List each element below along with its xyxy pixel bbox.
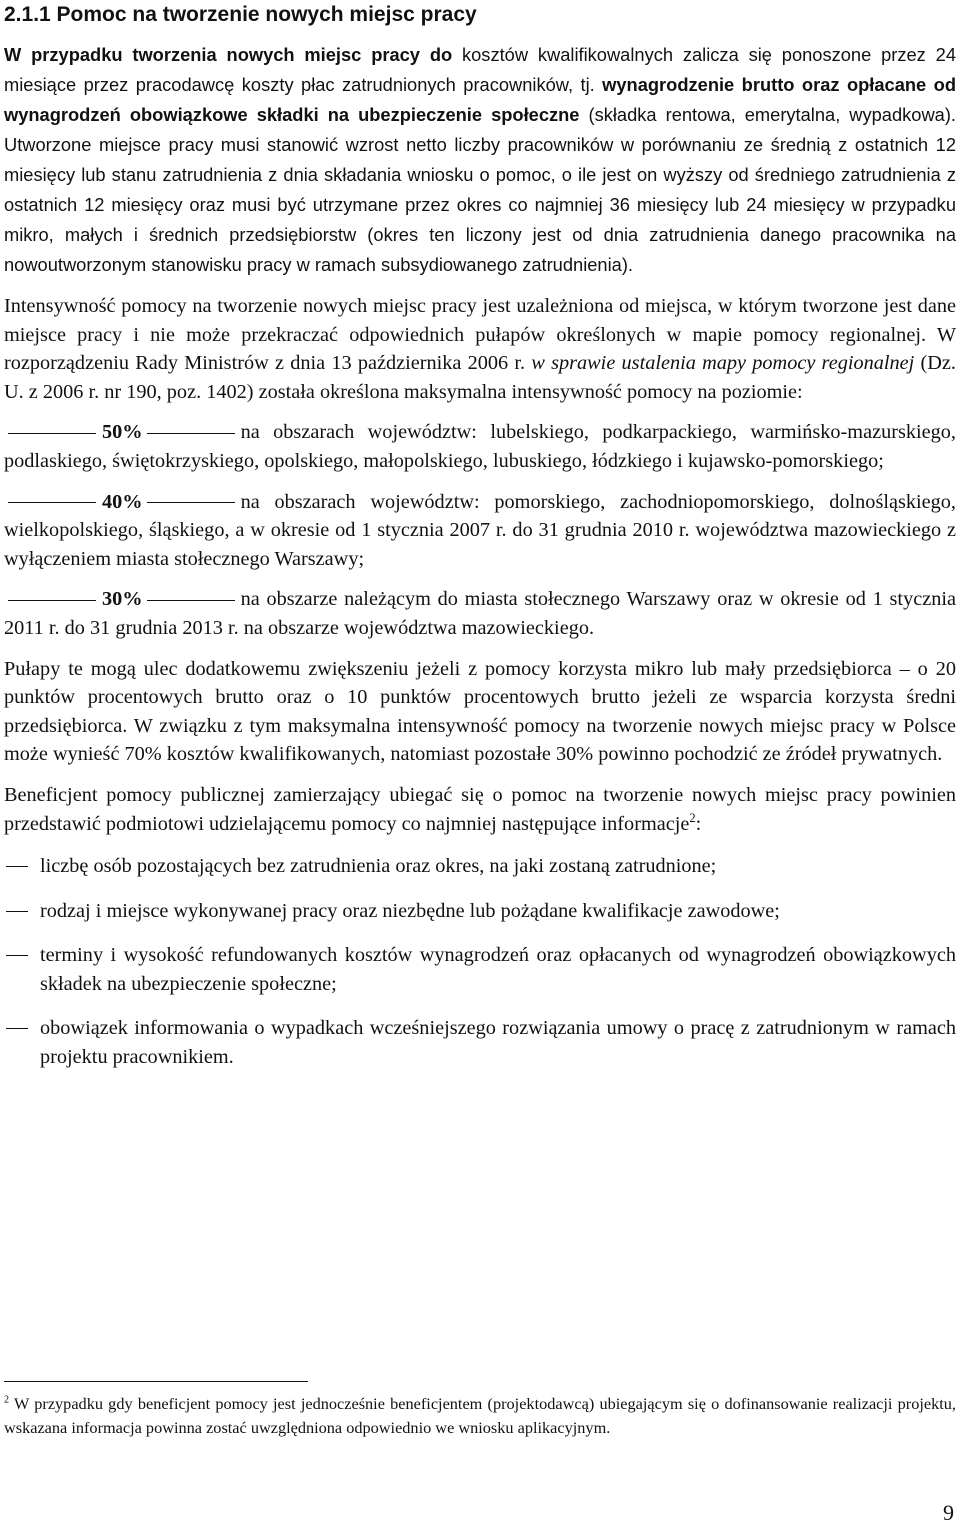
footnote-separator xyxy=(4,1381,308,1382)
text-segment: Beneficjent pomocy publicznej zamierzający ubiegać się o pomoc na tworzenie nowych miejsc pracy powinien przedstawić podmiotowi udzielającemu pomocy co najmniej następujące informacje xyxy=(4,783,956,835)
bold-phrase: wynagrodzenie brutto oraz opłacane od wynagrodzeń obowiązkowe składki na ubezpieczenie społeczne xyxy=(4,74,957,125)
rate-percent: 30% xyxy=(102,588,143,611)
list-item xyxy=(4,1014,956,1071)
dash-bullet xyxy=(6,866,28,867)
text-segment: Utworzone miejsce pracy musi stanowić wzrost netto liczby pracowników w porównaniu ze średnią z ostatnich 12 miesięcy lub stanu zatrudnienia z dnia składania wniosku o pomoc, o ile jest on wyższy od średniego zatrudnienia z ostatnich 12 miesięcy oraz musi być utrzymane przez okres co najmniej 36 miesięcy lub 24 miesięcy w przypadku mikro, małych i średnich przedsiębiorstw (okres ten liczony jest od dnia zatrudnienia danego pracownika na nowoutworzonym stanowisku pracy w ramach subsydiowanego zatrudnienia). xyxy=(4,134,956,275)
dash-rule xyxy=(147,600,235,601)
rate-percent: 50% xyxy=(102,421,143,444)
paragraph-intensity xyxy=(4,292,956,406)
list-item-text: liczbę osób pozostających bez zatrudnienia oraz okres, na jaki zostaną zatrudnione; xyxy=(40,855,717,878)
footnote-number: 2 xyxy=(4,1394,10,1406)
page-number: 9 xyxy=(943,1500,954,1525)
document-page xyxy=(4,0,956,1088)
paragraph-beneficiary xyxy=(4,781,956,838)
dash-bullet xyxy=(6,1028,28,1029)
footnote-text: W przypadku gdy beneficjent pomocy jest jednocześnie beneficjentem (projektodawcą) ubiegającym się o dofinansowanie realizacji projektu, wskazana informacja powinna zostać uwzględniona odpowiednio we wniosku aplikacyjnym. xyxy=(4,1394,956,1437)
dash-bullet xyxy=(6,911,28,912)
rate-text: na obszarach województw: lubelskiego, podkarpackiego, warmińsko-mazurskiego, podlaskiego, świętokrzyskiego, opolskiego, małopolskiego, lubuskiego, łódzkiego i kujawsko-pomorskiego; xyxy=(4,421,956,472)
dash-rule xyxy=(8,600,96,601)
section-heading: 2.1.1 Pomoc na tworzenie nowych miejsc pracy xyxy=(4,3,477,26)
rate-item xyxy=(4,488,956,574)
list-item xyxy=(4,852,956,881)
paragraph-costs xyxy=(4,40,956,280)
rate-item xyxy=(4,418,956,475)
dash-rule xyxy=(8,433,96,434)
text-segment: (Dz. U. z 2006 r. nr 190, poz. 1402) została określona maksymalna intensywność pomocy na poziomie: xyxy=(4,352,957,403)
list-item-text: rodzaj i miejsce wykonywanej pracy oraz niezbędne lub pożądane kwalifikacje zawodowe; xyxy=(40,899,780,922)
text-segment: kosztów kwalifikowalnych zalicza się ponoszone przez 24 miesiące przez pracodawcę koszty płac zatrudnionych pracowników, tj. xyxy=(4,44,956,95)
rate-text: na obszarach województw: pomorskiego, zachodniopomorskiego, dolnośląskiego, wielkopolskiego, śląskiego, a w okresie od 1 stycznia 2007 r. do 31 grudnia 2010 r. województwa mazowieckiego z wyłączeniem miasta stołecznego Warszawy; xyxy=(4,490,956,570)
dash-rule xyxy=(147,433,235,434)
bold-phrase: W przypadku tworzenia nowych miejsc pracy do xyxy=(4,44,453,65)
paragraph-ceilings: Pułapy te mogą ulec dodatkowemu zwiększeniu jeżeli z pomocy korzysta mikro lub mały przedsiębiorca – o 20 punktów procentowych brutto oraz o 10 punktów procentowych brutto jeżeli ze wsparcia korzysta średni przedsiębiorca. W związku z tym maksymalna intensywność pomocy na tworzenie nowych miejsc pracy w Polsce może wynieść 70% kosztów kwalifikowanych, natomiast pozostałe 30% powinno pochodzić ze źródeł prywatnych. xyxy=(4,657,956,766)
dash-bullet xyxy=(6,955,28,956)
italic-title: w sprawie ustalenia mapy pomocy regionalnej xyxy=(531,352,915,375)
list-item-text: terminy i wysokość refundowanych kosztów wynagrodzeń oraz opłacanych od wynagrodzeń obowiązkowych składek na ubezpieczenie społeczne; xyxy=(40,944,956,995)
list-item xyxy=(4,897,956,926)
rate-text: na obszarze należącym do miasta stołecznego Warszawy oraz w okresie od 1 stycznia 2011 r. do 31 grudnia 2013 r. na obszarze województwa mazowieckiego. xyxy=(4,588,956,639)
footnote-reference[interactable]: 2 xyxy=(689,810,696,825)
dash-rule xyxy=(147,502,235,503)
text-segment: Intensywność pomocy na tworzenie nowych miejsc pracy jest uzależniona od miejsca, w którym tworzone jest dane miejsce pracy i nie może przekraczać odpowiednich pułapów określonych w mapie pomocy regionalnej. W rozporządzeniu Rady Ministrów z dnia 13 października 2006 r. xyxy=(4,295,956,375)
information-list xyxy=(4,852,956,1072)
list-item-text: obowiązek informowania o wypadkach wcześniejszego rozwiązania umowy o pracę z zatrudnionym w ramach projektu pracownikiem. xyxy=(40,1017,956,1069)
text-segment: : xyxy=(695,812,702,835)
text-segment: (składka rentowa, emerytalna, wypadkowa). xyxy=(579,104,956,125)
footnote xyxy=(4,1392,956,1440)
rate-item xyxy=(4,585,956,642)
rate-percent: 40% xyxy=(102,490,143,513)
dash-rule xyxy=(8,502,96,503)
list-item xyxy=(4,941,956,998)
